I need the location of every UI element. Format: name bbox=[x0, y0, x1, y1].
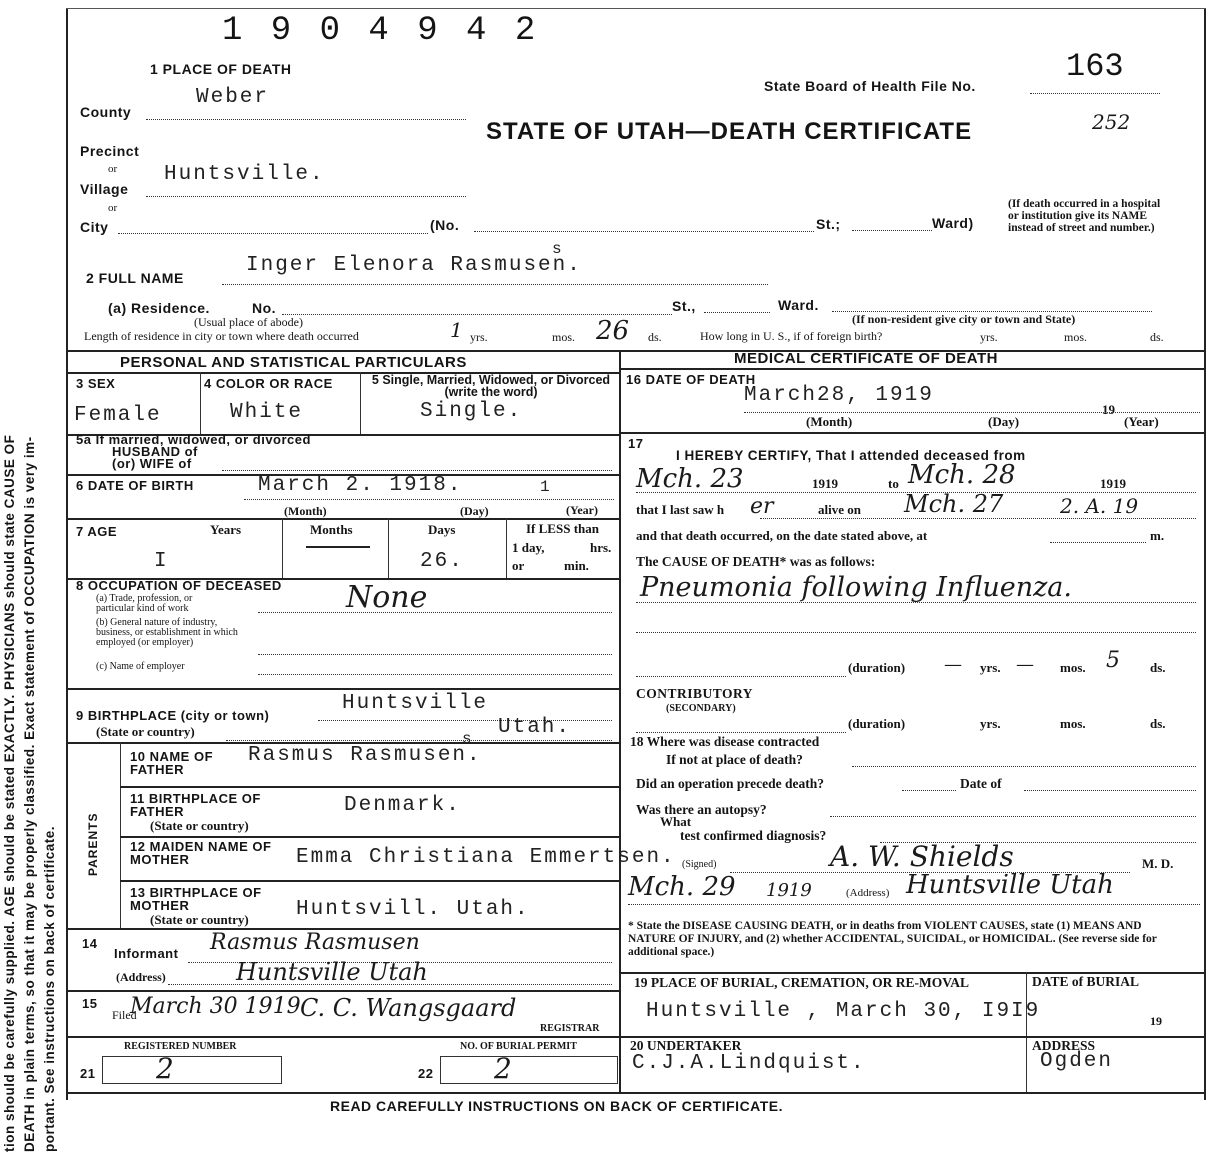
contracted-sub: If not at place of death? bbox=[666, 752, 803, 767]
cause-yrs: yrs. bbox=[980, 660, 1001, 675]
color-value: White bbox=[230, 401, 304, 424]
cause-dur-yrs: — bbox=[944, 654, 962, 675]
burial-permit-label: NO. OF BURIAL PERMIT bbox=[460, 1041, 577, 1052]
filed-num: 15 bbox=[82, 996, 98, 1011]
birthplace-label: 9 BIRTHPLACE (city or town) bbox=[76, 708, 270, 723]
village-label: Village bbox=[80, 181, 129, 197]
attended-to-year: 1919 bbox=[1100, 476, 1126, 491]
personal-heading: PERSONAL AND STATISTICAL PARTICULARS bbox=[120, 354, 467, 371]
county-label: County bbox=[80, 104, 132, 120]
cause-value: Pneumonia following Influenza. bbox=[640, 572, 1072, 603]
spouse-label-2: HUSBAND of bbox=[112, 444, 198, 459]
undertaker-address: Ogden bbox=[1040, 1050, 1114, 1073]
center-divider bbox=[619, 350, 621, 1092]
cause-dur-mos: — bbox=[1016, 654, 1034, 675]
residence-label: (a) Residence. bbox=[108, 300, 210, 316]
left-border bbox=[66, 8, 68, 1100]
city-ward-label: Ward) bbox=[932, 215, 974, 231]
registrar-name: C. C. Wangsgaard bbox=[300, 994, 517, 1022]
birthplace-city: Huntsville bbox=[342, 692, 489, 715]
occupation-b: (b) General nature of industry, business, or establishment in which employed (or employer) bbox=[96, 617, 238, 648]
village-value: Huntsville. bbox=[164, 163, 325, 186]
registered-number-value: 2 bbox=[156, 1052, 174, 1085]
age-months-col: Months bbox=[310, 522, 353, 537]
file-note: 252 bbox=[1092, 110, 1131, 134]
burial-label: 19 PLACE OF BURIAL, CREMATION, OR RE-MOVAL bbox=[634, 975, 970, 990]
occupation-c: (c) Name of employer bbox=[96, 661, 185, 672]
contracted-label: 18 Where was disease contracted bbox=[630, 734, 820, 749]
contributory-label: CONTRIBUTORY bbox=[636, 686, 754, 701]
dod-year: (Year) bbox=[1124, 414, 1159, 429]
side-instructions-line2: DEATH in plain terms, so that it may be properly classified. Exact statement of OCCUPATION is very im- bbox=[22, 436, 37, 1152]
date-of-death-value: March28, 1919 bbox=[744, 384, 934, 407]
certificate-title: STATE OF UTAH—DEATH CERTIFICATE bbox=[486, 118, 973, 145]
dod-day: (Day) bbox=[988, 414, 1020, 429]
informant-value: Rasmus Rasmusen bbox=[210, 930, 420, 955]
informant-address-label: (Address) bbox=[116, 970, 166, 984]
sign-date: Mch. 29 bbox=[628, 872, 736, 902]
file-number: 163 bbox=[1066, 48, 1124, 85]
residence-mos: mos. bbox=[552, 330, 576, 344]
attended-from-year: 1919 bbox=[812, 476, 838, 491]
contrib-yrs: yrs. bbox=[980, 716, 1001, 731]
age-or: or bbox=[512, 558, 525, 573]
mother-birthplace-sub: (State or country) bbox=[150, 912, 249, 927]
birthplace-state: Utah. bbox=[498, 716, 572, 739]
residence-ward-label: Ward. bbox=[778, 297, 819, 313]
dob-value: March 2. 1918. bbox=[258, 474, 463, 497]
operation-date-label: Date of bbox=[960, 776, 1002, 791]
undertaker-label: 20 UNDERTAKER bbox=[630, 1038, 742, 1053]
residence-ds: ds. bbox=[648, 330, 662, 344]
spouse-label-1: 5a If married, widowed, or divorced bbox=[76, 432, 311, 447]
bottom-border bbox=[66, 1092, 1206, 1094]
occupation-label: 8 OCCUPATION OF DECEASED bbox=[76, 578, 282, 593]
mother-birthplace-label: 13 BIRTHPLACE OF MOTHER bbox=[130, 885, 262, 913]
contrib-ds: ds. bbox=[1150, 716, 1166, 731]
spouse-label-3: (or) WIFE of bbox=[112, 456, 192, 471]
burial-date-label: DATE of BURIAL bbox=[1032, 974, 1140, 989]
contrib-mos: mos. bbox=[1060, 716, 1086, 731]
father-birthplace-value: Denmark. bbox=[344, 794, 461, 817]
certify-text: I HEREBY CERTIFY, That I attended deceased from bbox=[676, 448, 1026, 463]
side-instructions-line3: portant. See instructions on back of certificate. bbox=[42, 825, 57, 1152]
burial-date-19: 19 bbox=[1150, 1014, 1162, 1028]
filed-label: Filed bbox=[112, 1008, 137, 1022]
contrib-duration: (duration) bbox=[848, 716, 906, 731]
cause-ds: ds. bbox=[1150, 660, 1166, 675]
dod-nineteen: 19 bbox=[1102, 402, 1115, 417]
burial-permit-value: 2 bbox=[494, 1052, 512, 1085]
last-saw-value: er bbox=[750, 494, 774, 519]
dob-month: (Month) bbox=[284, 504, 327, 518]
cause-label: The CAUSE OF DEATH* was as follows: bbox=[636, 554, 876, 569]
residence-st-label: St., bbox=[672, 298, 696, 314]
md-label: M. D. bbox=[1142, 856, 1174, 871]
residence-yrs: yrs. bbox=[470, 330, 488, 344]
confirmed-label: test confirmed diagnosis? bbox=[680, 828, 827, 843]
county-value: Weber bbox=[196, 86, 270, 109]
footnote: * State the DISEASE CAUSING DEATH, or in deaths from VIOLENT CAUSES, state (1) MEANS AND NATURE OF INJURY, and (2) whether ACCIDENTAL, SUICIDAL, or HOMICIDAL. (See reverse side for additional space.) bbox=[628, 920, 1157, 958]
signed-label: (Signed) bbox=[682, 859, 717, 870]
father-value: Rasmus Rasmusen. bbox=[248, 744, 482, 767]
registered-number-box bbox=[102, 1056, 282, 1084]
cause-mos: mos. bbox=[1060, 660, 1086, 675]
dob-one: 1 bbox=[540, 478, 552, 496]
file-number-label: State Board of Health File No. bbox=[764, 78, 976, 94]
hospital-note: (If death occurred in a hospital or institution give its NAME instead of street and number.) bbox=[1008, 198, 1161, 234]
alive-on-date: Mch. 27 bbox=[904, 490, 1004, 518]
filed-value: March 30 1919 bbox=[130, 994, 301, 1019]
occupation-value: None bbox=[346, 580, 428, 615]
age-years-value: I bbox=[154, 550, 169, 573]
place-of-death-heading: 1 PLACE OF DEATH bbox=[150, 61, 292, 77]
dob-year: (Year) bbox=[566, 503, 598, 517]
precinct-label: Precinct bbox=[80, 143, 140, 159]
registered-number-label: REGISTERED NUMBER bbox=[124, 1041, 237, 1052]
registrar-label: REGISTRAR bbox=[540, 1023, 600, 1034]
residence-no-label: No. bbox=[252, 300, 277, 316]
city-no-label: (No. bbox=[430, 217, 460, 233]
top-border bbox=[66, 8, 1206, 9]
operation-label: Did an operation precede death? bbox=[636, 776, 824, 791]
age-label: 7 AGE bbox=[76, 524, 118, 539]
residence-days-value: 26 bbox=[596, 316, 630, 346]
parents-label: PARENTS bbox=[86, 812, 100, 876]
informant-label: Informant bbox=[114, 946, 179, 961]
marital-label: 5 Single, Married, Widowed, or Divorced (write the word) bbox=[371, 373, 611, 399]
sign-year: 1919 bbox=[766, 880, 812, 901]
us-ds: ds. bbox=[1150, 330, 1164, 344]
date-of-death-label: 16 DATE OF DEATH bbox=[626, 372, 756, 387]
dob-label: 6 DATE OF BIRTH bbox=[76, 478, 194, 493]
age-days-col: Days bbox=[428, 522, 456, 537]
full-name-label: 2 FULL NAME bbox=[86, 270, 184, 286]
cause-dur-ds: 5 bbox=[1106, 648, 1120, 673]
autopsy-label: Was there an autopsy? bbox=[636, 802, 767, 817]
age-days-value: 26. bbox=[420, 550, 464, 573]
physician-address-label: (Address) bbox=[846, 887, 890, 899]
attended-from: Mch. 23 bbox=[636, 464, 744, 494]
abode-note: (Usual place of abode) bbox=[194, 315, 303, 329]
or-2: or bbox=[108, 202, 118, 214]
age-years-col: Years bbox=[210, 522, 242, 537]
occurred-label: and that death occurred, on the date stated above, at bbox=[636, 528, 928, 543]
color-label: 4 COLOR OR RACE bbox=[204, 376, 333, 391]
or-1: or bbox=[108, 163, 118, 175]
footer-instructions: READ CAREFULLY INSTRUCTIONS ON BACK OF CERTIFICATE. bbox=[330, 1098, 784, 1114]
mother-birthplace-value: Huntsvill. Utah. bbox=[296, 898, 530, 921]
nonresident-note: (If non-resident give city or town and State) bbox=[852, 312, 1076, 326]
dod-month: (Month) bbox=[806, 414, 853, 429]
informant-num: 14 bbox=[82, 936, 98, 951]
mother-value: Emma Christiana Emmertsen. bbox=[296, 846, 676, 869]
us-mos: mos. bbox=[1064, 330, 1088, 344]
name-correction: s bbox=[552, 240, 564, 258]
occurred-m: m. bbox=[1150, 528, 1165, 543]
informant-address: Huntsville Utah bbox=[236, 958, 428, 986]
burial-value: Huntsville , March 30, I9I9 bbox=[646, 1000, 1041, 1023]
residence-years-value: 1 bbox=[450, 318, 463, 342]
age-one-day: 1 day, bbox=[512, 540, 545, 555]
dob-day: (Day) bbox=[460, 504, 489, 518]
father-birthplace-sub: (State or country) bbox=[150, 818, 249, 833]
secondary-label: (SECONDARY) bbox=[666, 703, 736, 714]
father-label: 10 NAME OF FATHER bbox=[130, 749, 214, 777]
us-yrs: yrs. bbox=[980, 330, 998, 344]
medical-heading: MEDICAL CERTIFICATE OF DEATH bbox=[734, 350, 998, 367]
age-hrs: hrs. bbox=[590, 540, 612, 555]
age-months-dash bbox=[306, 546, 370, 548]
age-less-than: If LESS than bbox=[526, 521, 599, 536]
sex-label: 3 SEX bbox=[76, 376, 116, 391]
undertaker-value: C.J.A.Lindquist. bbox=[632, 1052, 866, 1075]
registered-number-num: 21 bbox=[80, 1066, 96, 1081]
certificate-number: 1 9 0 4 9 4 2 bbox=[222, 12, 540, 50]
sex-value: Female bbox=[74, 404, 162, 427]
physician-signature: A. W. Shields bbox=[830, 840, 1014, 873]
undertaker-address-label: ADDRESS bbox=[1032, 1038, 1096, 1053]
alive-on-year: 2. A. 19 bbox=[1060, 494, 1139, 518]
side-instructions-line1: tion should be carefully supplied. AGE should be stated EXACTLY. PHYSICIANS should state CAUSE OF bbox=[2, 434, 17, 1152]
father-birthplace-label: 11 BIRTHPLACE OF FATHER bbox=[130, 791, 261, 819]
attended-to-label: to bbox=[888, 476, 899, 491]
mother-label: 12 MAIDEN NAME OF MOTHER bbox=[130, 839, 272, 867]
length-of-residence-label: Length of residence in city or town where death occurred bbox=[84, 329, 359, 343]
alive-on-label: alive on bbox=[818, 502, 861, 517]
right-border bbox=[1204, 8, 1206, 1100]
burial-permit-num: 22 bbox=[418, 1066, 434, 1081]
father-correction: s bbox=[462, 730, 474, 748]
last-saw-label: that I last saw h bbox=[636, 502, 725, 517]
certify-num: 17 bbox=[628, 436, 644, 451]
marital-value: Single. bbox=[420, 400, 523, 423]
attended-to: Mch. 28 bbox=[908, 460, 1016, 490]
burial-permit-box bbox=[440, 1056, 618, 1084]
city-label: City bbox=[80, 219, 109, 235]
us-residence-label: How long in U. S., if of foreign birth? bbox=[700, 329, 883, 343]
full-name-value: Inger Elenora Rasmusen. bbox=[246, 254, 582, 277]
age-min: min. bbox=[564, 558, 589, 573]
birthplace-state-label: (State or country) bbox=[96, 724, 195, 739]
city-st-label: St.; bbox=[816, 216, 841, 232]
occupation-a: (a) Trade, profession, or particular kind of work bbox=[96, 593, 193, 614]
what-label: What bbox=[660, 814, 692, 829]
physician-address: Huntsville Utah bbox=[906, 870, 1114, 900]
cause-duration: (duration) bbox=[848, 660, 906, 675]
